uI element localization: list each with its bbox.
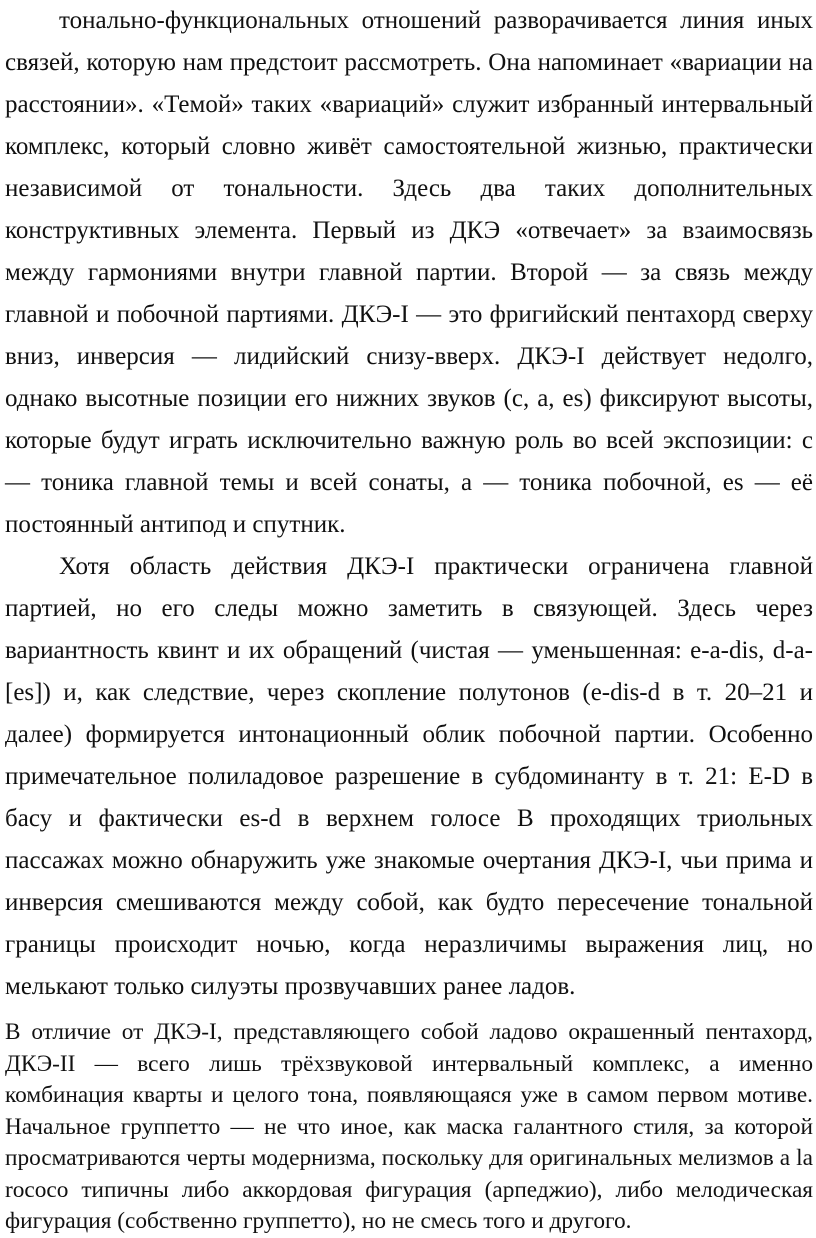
document-page (5, 0, 813, 1238)
paragraph-1: тонально-функциональных отношений разворачивается линия иных связей, которую нам предстоит рассмотреть. Она напоминает «вариации на расстоянии». «Темой» таких «вариаций» служит избранный интервальный комплекс, который словно живёт самостоятельной жизнью, практически независимой от тональности. Здесь два таких дополнительных конструктивных элемента. Первый из ДКЭ «отвечает» за взаимосвязь между гармониями внутри главной партии. Второй — за связь между главной и побочной партиями. ДКЭ-I — это фригийский пентахорд сверху вниз, инверсия — лидийский снизу-вверх. ДКЭ-I действует недолго, однако высотные позиции его нижних звуков (c, a, es) фиксируют высоты, которые будут играть исключительно важную роль во всей экспозиции: c — тоника главной темы и всей сонаты, a — тоника побочной, es — её постоянный антипод и спутник. (5, 7, 813, 538)
paragraph-3: В отличие от ДКЭ-I, представляющего собой ладово окрашенный пентахорд, ДКЭ-II — всего лишь трёхзвуковой интервальный комплекс, а именно комбинация кварты и целого тона, появляющаяся уже в самом первом мотиве. Начальное группетто — не что иное, как маска галантного стиля, за которой просматриваются черты модернизма, поскольку для оригинальных мелизмов а la rococo типичны либо аккордовая фигурация (арпеджио), либо мелодическая фигурация (собственно группетто), но не смесь того и другого. (5, 1019, 813, 1234)
paragraph-2: Хотя область действия ДКЭ-I практически ограничена главной партией, но его следы можно заметить в связующей. Здесь через вариантность квинт и их обращений (чистая — уменьшенная: e-a-dis, d-a-[es]) и, как следствие, через скопление полутонов (e-dis-d в т. 20–21 и далее) формируется интонационный облик побочной партии. Особенно примечательное полиладовое разрешение в субдоминанту в т. 21: E-D в басу и фактически es-d в верхнем голосе В проходящих триольных пассажах можно обнаружить уже знакомые очертания ДКЭ-I, чьи прима и инверсия смешиваются между собой, как будто пересечение тональной границы происходит ночью, когда неразличимы выражения лиц, но мелькают только силуэты прозвучавших ранее ладов. (5, 553, 813, 1000)
